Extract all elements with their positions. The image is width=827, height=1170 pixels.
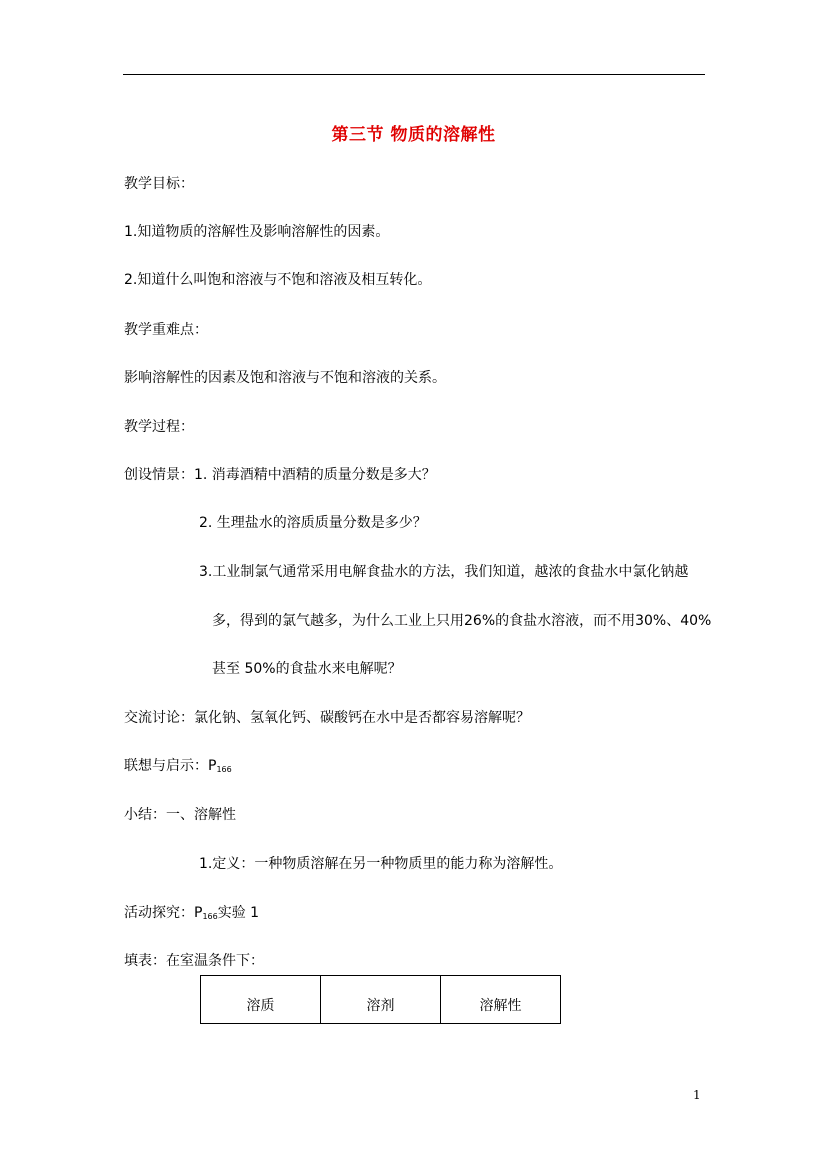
question-2: 2. 生理盐水的溶质质量分数是多少？	[199, 515, 427, 531]
difficulty-text: 影响溶解性的因素及饱和溶液与不饱和溶液的关系。	[124, 370, 446, 386]
process-heading: 教学过程：	[124, 419, 194, 435]
table-header-solute: 溶质	[201, 976, 321, 1024]
scenario-label: 创设情景：	[124, 467, 194, 483]
activity-page: 166	[202, 912, 218, 921]
fill-table-label: 填表：在室温条件下：	[124, 953, 264, 969]
table-row	[201, 976, 561, 1024]
page-number: 1	[693, 1088, 701, 1102]
discussion: 交流讨论：氯化钠、氢氧化钙、碳酸钙在水中是否都容易溶解呢？	[124, 710, 530, 726]
scenario-line	[124, 465, 436, 485]
association-page: 166	[216, 765, 232, 774]
objective-1: 1.知道物质的溶解性及影响溶解性的因素。	[124, 224, 390, 240]
activity-prefix: 活动探究：P	[124, 905, 203, 921]
objective-2: 2.知道什么叫饱和溶液与不饱和溶液及相互转化。	[124, 272, 432, 288]
solubility-table	[200, 975, 561, 1024]
summary: 小结：一、溶解性	[124, 807, 236, 823]
difficulty-heading: 教学重难点：	[124, 322, 208, 338]
question-3-line-1: 3.工业制氯气通常采用电解食盐水的方法，我们知道，越浓的食盐水中氯化钠越	[199, 564, 689, 580]
section-title: 第三节 物质的溶解性	[331, 125, 496, 145]
header-rule	[123, 74, 705, 75]
table-header-solubility: 溶解性	[441, 976, 561, 1024]
association-prefix: 联想与启示：P	[124, 758, 217, 774]
table-header-solvent: 溶剂	[321, 976, 441, 1024]
activity-line	[124, 903, 259, 927]
question-3-line-2: 多，得到的氯气越多，为什么工业上只用26%的食盐水溶液，而不用30%、40%	[212, 613, 712, 629]
association-line	[124, 756, 232, 780]
definition: 1.定义：一种物质溶解在另一种物质里的能力称为溶解性。	[199, 856, 563, 872]
question-3-line-3: 甚至 50%的食盐水来电解呢？	[212, 661, 402, 677]
activity-suffix: 实验 1	[217, 905, 260, 921]
objectives-heading: 教学目标：	[124, 176, 194, 192]
question-1: 1. 消毒酒精中酒精的质量分数是多大？	[194, 467, 436, 483]
